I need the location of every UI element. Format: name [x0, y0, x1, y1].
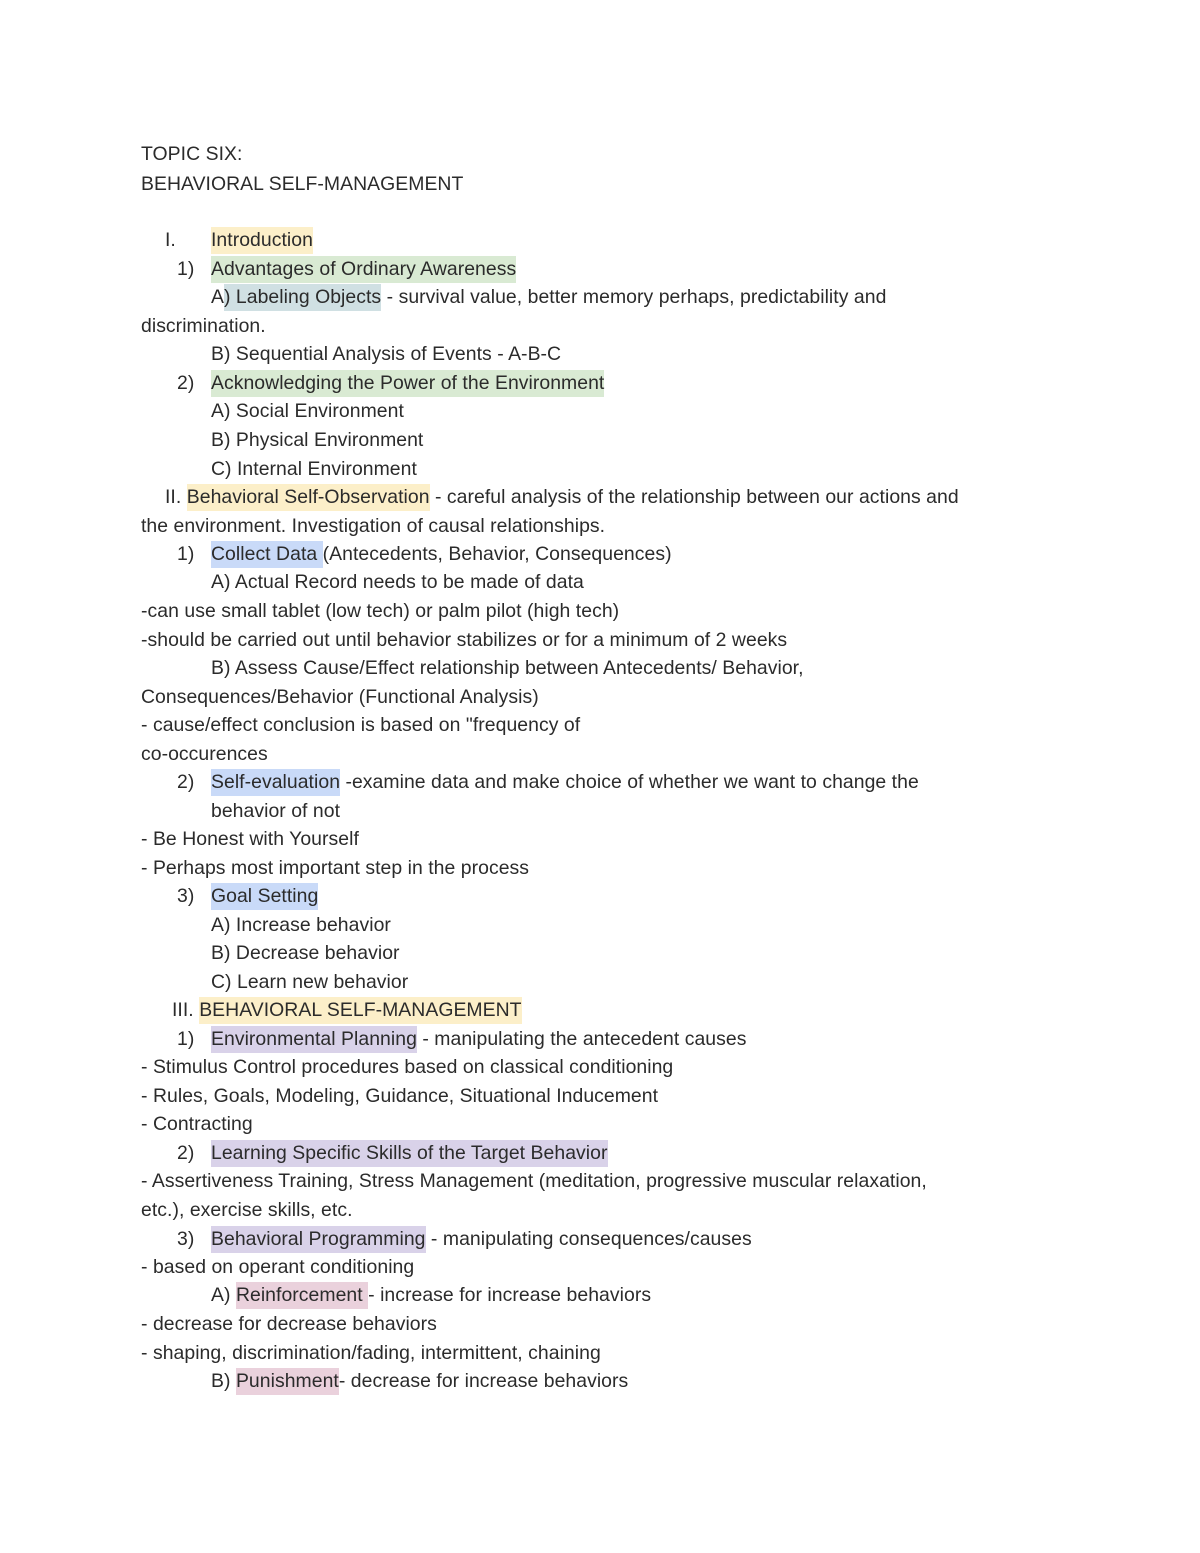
- section-1-numeral: I.: [165, 229, 176, 251]
- section-2-title: Behavioral Self-Observation: [187, 484, 430, 511]
- bullet-line-cont: etc.), exercise skills, etc.: [141, 1199, 353, 1221]
- item-number: 1): [177, 543, 195, 565]
- subitem-text: - survival value, better memory perhaps, predictability and: [381, 286, 887, 308]
- subitem-text: - increase for increase behaviors: [368, 1284, 652, 1306]
- bullet-line: - Be Honest with Yourself: [141, 828, 359, 850]
- section-1-item-1-a: [211, 283, 886, 311]
- section-2-item-3-c: C) Learn new behavior: [211, 971, 409, 993]
- section-3-item-1: [177, 1025, 746, 1053]
- bullet-line: - Assertiveness Training, Stress Management (meditation, progressive muscular relaxation,: [141, 1170, 927, 1192]
- subitem-prefix: B): [211, 1370, 236, 1392]
- section-1-item-1: [177, 255, 516, 283]
- bullet-line: - decrease for decrease behaviors: [141, 1313, 437, 1335]
- item-number: 2): [177, 1142, 195, 1164]
- section-2-text: - careful analysis of the relationship between our actions and: [429, 486, 959, 508]
- section-1-item-1-b: B) Sequential Analysis of Events - A-B-C: [211, 343, 562, 365]
- section-3-item-2-title: Learning Specific Skills of the Target Behavior: [211, 1140, 608, 1167]
- item-number: 2): [177, 372, 195, 394]
- bullet-line: - Perhaps most important step in the process: [141, 857, 530, 879]
- section-2-item-3-title: Goal Setting: [211, 883, 318, 910]
- section-1-item-2-b: B) Physical Environment: [211, 429, 424, 451]
- section-3-item-2: [177, 1139, 608, 1167]
- bullet-line: -can use small tablet (low tech) or palm pilot (high tech): [141, 600, 620, 622]
- section-3-item-3-title: Behavioral Programming: [211, 1226, 426, 1253]
- section-3-numeral: III.: [172, 999, 194, 1021]
- section-2-item-3-b: B) Decrease behavior: [211, 942, 400, 964]
- section-2-item-3-a: A) Increase behavior: [211, 914, 391, 936]
- bullet-line: - shaping, discrimination/fading, intermittent, chaining: [141, 1342, 601, 1364]
- subitem-prefix: A): [211, 1284, 236, 1306]
- bullet-line: -should be carried out until behavior stabilizes or for a minimum of 2 weeks: [141, 629, 788, 651]
- section-3-item-1-text: - manipulating the antecedent causes: [416, 1028, 747, 1050]
- section-2-text-cont: the environment. Investigation of causal relationships.: [141, 515, 606, 537]
- bullet-line-cont: co-occurences: [141, 743, 268, 765]
- bullet-line: - based on operant conditioning: [141, 1256, 415, 1278]
- section-2-item-1-b: B) Assess Cause/Effect relationship between Antecedents/ Behavior,: [211, 657, 804, 679]
- topic-line: TOPIC SIX:: [141, 143, 243, 165]
- section-1-heading: [165, 226, 313, 254]
- bullet-line: - cause/effect conclusion is based on "frequency of: [141, 714, 581, 736]
- item-number: 1): [177, 258, 195, 280]
- section-1-item-2: [177, 369, 604, 397]
- section-1-title: Introduction: [211, 227, 313, 254]
- section-2-item-1-b-cont: Consequences/Behavior (Functional Analysis): [141, 686, 539, 708]
- document-title: BEHAVIORAL SELF-MANAGEMENT: [141, 173, 464, 195]
- bullet-line: - Contracting: [141, 1113, 253, 1135]
- section-3-item-3-b: [211, 1367, 628, 1395]
- section-2-item-2-cont: behavior of not: [211, 800, 341, 822]
- bullet-line: - Stimulus Control procedures based on classical conditioning: [141, 1056, 674, 1078]
- section-2-item-1-a: A) Actual Record needs to be made of data: [211, 571, 584, 593]
- section-3-title: BEHAVIORAL SELF-MANAGEMENT: [199, 997, 521, 1024]
- item-number: 2): [177, 771, 195, 793]
- bullet-line: - Rules, Goals, Modeling, Guidance, Situational Inducement: [141, 1085, 659, 1107]
- section-2-item-3: [177, 882, 318, 910]
- section-2-item-1-title: Collect Data: [211, 541, 323, 568]
- subitem-text: - decrease for increase behaviors: [338, 1370, 629, 1392]
- punishment-highlight: Punishment: [236, 1368, 339, 1395]
- section-3-item-3-a: [211, 1281, 651, 1309]
- section-2-item-1: [177, 540, 672, 568]
- reinforcement-highlight: Reinforcement: [236, 1282, 368, 1309]
- section-2-item-2-title: Self-evaluation: [211, 769, 340, 796]
- section-2-item-2-text: -examine data and make choice of whether we want to change the: [340, 771, 919, 793]
- labeling-objects-highlight: ) Labeling Objects: [224, 284, 381, 311]
- section-1-item-2-title: Acknowledging the Power of the Environment: [211, 370, 604, 397]
- item-number: 1): [177, 1028, 195, 1050]
- section-3-item-3: [177, 1225, 752, 1253]
- section-2-heading: [165, 483, 959, 511]
- item-number: 3): [177, 1228, 195, 1250]
- section-2-item-1-text: (Antecedents, Behavior, Consequences): [322, 543, 672, 565]
- section-1-item-2-a: A) Social Environment: [211, 400, 404, 422]
- section-1-item-2-c: C) Internal Environment: [211, 458, 417, 480]
- section-3-item-1-title: Environmental Planning: [211, 1026, 417, 1053]
- section-3-heading: [172, 996, 522, 1024]
- section-1-item-1-a-cont: discrimination.: [141, 315, 266, 337]
- section-2-numeral: II.: [165, 486, 182, 508]
- section-3-item-3-text: - manipulating consequences/causes: [425, 1228, 752, 1250]
- subitem-prefix: A: [211, 286, 224, 308]
- section-1-item-1-title: Advantages of Ordinary Awareness: [211, 256, 516, 283]
- item-number: 3): [177, 885, 195, 907]
- section-2-item-2: [177, 768, 919, 796]
